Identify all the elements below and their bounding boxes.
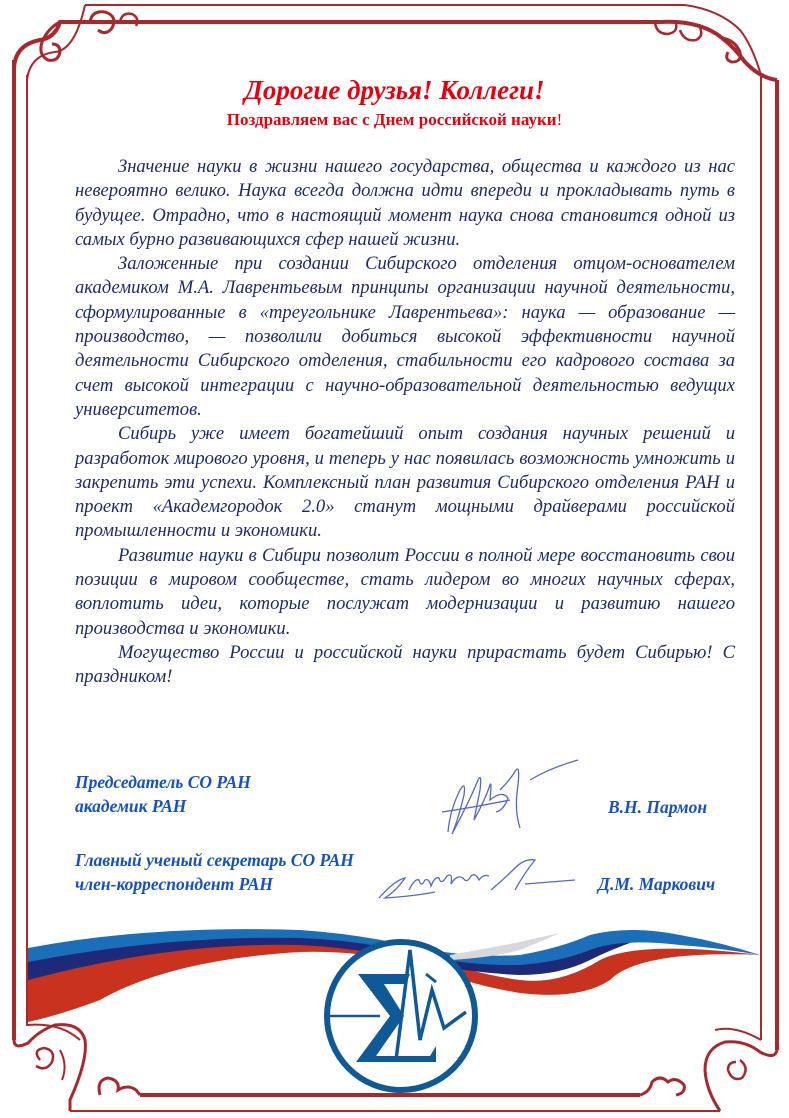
signatory-1-name: В.Н. Пармон <box>608 797 708 817</box>
sb-ras-sigma-logo-icon <box>318 932 484 1098</box>
signatory-1-titles <box>75 770 251 818</box>
greeting-subtitle <box>0 110 789 130</box>
paragraph: Значение науки в жизни нашего государства, общества и каждого из нас невероятно велико. Наука всегда должна идти впереди и прокладывать путь в будущее. Отрадно, что в настоящий момент наука снова становится одной из самых бурно развивающихся сфер нашей жизни. <box>75 156 735 250</box>
paragraph: Заложенные при создании Сибирского отделения отцом-основателем академиком М.А. Лаврентьевым принципы организации научной деятельности, сформулированные в «треугольнике Лаврентьева»: наука — образование — производство, — позволили добиться высокой эффективности научной деятельности Сибирского отделения, стабильности его кадрового состава за счет высокой интеграции с научно-образовательной деятельностью ведущих университетов. <box>75 253 735 420</box>
greeting-title: Дорогие друзья! Коллеги! <box>244 75 545 105</box>
signatory-2-name: Д.М. Маркович <box>598 874 716 894</box>
signatory-1-position: Председатель СО РАН <box>75 772 251 792</box>
letter-body <box>75 155 735 690</box>
greeting-subtitle-text: Поздравляем вас с Днем российской науки <box>226 110 557 129</box>
greeting-subtitle-mark: ! <box>556 110 563 129</box>
signatory-2-titles <box>75 848 354 896</box>
paragraph: Могущество России и российской науки прирастать будет Сибирью! С праздником! <box>75 641 735 688</box>
handwritten-signature-2 <box>375 850 585 905</box>
signatory-1-rank: академик РАН <box>75 796 187 816</box>
handwritten-signature-1 <box>430 750 590 840</box>
paragraph: Развитие науки в Сибири позволит России в полной мере восстановить свои позиции в мировом сообществе, стать лидером во многих научных сферах, воплотить идеи, которые послужат модернизации и развитию нашего производства и экономики. <box>75 544 735 639</box>
signatory-2-position: Главный ученый секретарь СО РАН <box>75 850 354 870</box>
paragraph: Сибирь уже имеет богатейший опыт создания научных решений и разработок мирового уровня, и теперь у нас появилась возможность умножить и закрепить эти успехи. Комплексный план развития Сибирского отделения РАН и проект «Академгородок 2.0» станут мощными драйверами российской промышленности и экономики. <box>75 423 735 542</box>
signatory-2-rank: член-корреспондент РАН <box>75 874 274 894</box>
